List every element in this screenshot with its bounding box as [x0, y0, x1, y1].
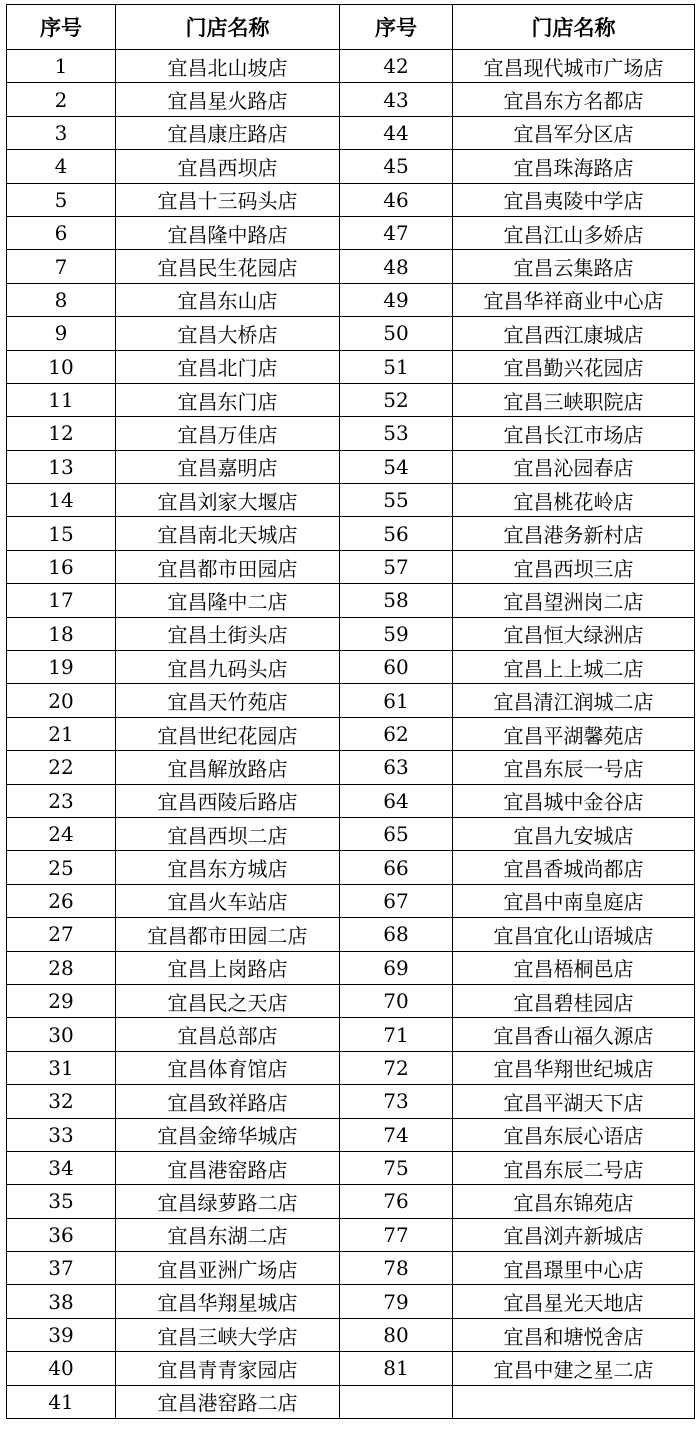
- store-name-cell: 宜昌星火路店: [116, 83, 340, 116]
- table-row: [7, 383, 695, 416]
- table-row: [7, 1385, 695, 1418]
- serial-number-cell: 75: [340, 1151, 453, 1184]
- serial-number-cell: 35: [7, 1185, 116, 1218]
- serial-number-cell: 3: [7, 116, 116, 149]
- store-name-cell: 宜昌民生花园店: [116, 250, 340, 283]
- serial-number-cell: 31: [7, 1051, 116, 1084]
- serial-number-cell: 38: [7, 1285, 116, 1318]
- store-name-cell: 宜昌上岗路店: [116, 951, 340, 984]
- store-name-cell: 宜昌大桥店: [116, 317, 340, 350]
- store-name-cell: 宜昌十三码头店: [116, 183, 340, 216]
- serial-number-cell: 45: [340, 150, 453, 183]
- store-name-cell: 宜昌金缔华城店: [116, 1118, 340, 1151]
- table-row: [7, 83, 695, 116]
- store-list-table: [6, 4, 695, 1419]
- store-name-cell: 宜昌望洲岗二店: [453, 584, 695, 617]
- table-row: [7, 918, 695, 951]
- serial-number-cell: 50: [340, 317, 453, 350]
- store-name-cell: 宜昌绿萝路二店: [116, 1185, 340, 1218]
- store-name-cell: 宜昌香城尚都店: [453, 851, 695, 884]
- table-row: [7, 250, 695, 283]
- table-row: [7, 651, 695, 684]
- serial-number-cell: 62: [340, 717, 453, 750]
- serial-number-cell: 55: [340, 484, 453, 517]
- store-name-cell: 宜昌九码头店: [116, 651, 340, 684]
- serial-number-cell: 14: [7, 484, 116, 517]
- store-name-cell: 宜昌隆中路店: [116, 216, 340, 249]
- store-name-cell: 宜昌城中金谷店: [453, 784, 695, 817]
- store-name-cell: 宜昌长江市场店: [453, 417, 695, 450]
- table-row: [7, 517, 695, 550]
- serial-number-cell: 78: [340, 1252, 453, 1285]
- store-name-cell: 宜昌土街头店: [116, 617, 340, 650]
- serial-number-cell: 73: [340, 1085, 453, 1118]
- table-row: [7, 1151, 695, 1184]
- serial-number-cell: 40: [7, 1352, 116, 1385]
- store-name-cell: 宜昌北门店: [116, 350, 340, 383]
- store-name-cell: 宜昌隆中二店: [116, 584, 340, 617]
- store-name-cell: 宜昌都市田园二店: [116, 918, 340, 951]
- table-row: [7, 684, 695, 717]
- store-name-cell: 宜昌火车站店: [116, 884, 340, 917]
- serial-number-cell: 54: [340, 450, 453, 483]
- store-name-cell: 宜昌中南皇庭店: [453, 884, 695, 917]
- table-row: [7, 183, 695, 216]
- table-row: [7, 50, 695, 83]
- table-row: [7, 984, 695, 1017]
- store-name-cell: 宜昌港窑路店: [116, 1151, 340, 1184]
- table-row: [7, 150, 695, 183]
- store-name-cell: 宜昌九安城店: [453, 817, 695, 850]
- store-name-cell: 宜昌碧桂园店: [453, 984, 695, 1017]
- serial-number-cell: 34: [7, 1151, 116, 1184]
- table-row: [7, 1051, 695, 1084]
- table-row: [7, 417, 695, 450]
- serial-number-cell: 7: [7, 250, 116, 283]
- store-name-cell: 宜昌东湖二店: [116, 1218, 340, 1251]
- store-name-cell: 宜昌中建之星二店: [453, 1352, 695, 1385]
- store-name-cell: 宜昌云集路店: [453, 250, 695, 283]
- serial-number-cell: 72: [340, 1051, 453, 1084]
- serial-number-cell: 48: [340, 250, 453, 283]
- store-name-cell: 宜昌华祥商业中心店: [453, 283, 695, 316]
- serial-number-cell: 16: [7, 550, 116, 583]
- serial-number-cell: 61: [340, 684, 453, 717]
- serial-number-cell: 46: [340, 183, 453, 216]
- table-row: [7, 951, 695, 984]
- store-name-cell: 宜昌东辰一号店: [453, 751, 695, 784]
- table-row: [7, 1252, 695, 1285]
- store-name-cell: 宜昌和塘悦舍店: [453, 1318, 695, 1351]
- table-row: [7, 784, 695, 817]
- serial-number-cell: 4: [7, 150, 116, 183]
- table-row: [7, 1185, 695, 1218]
- store-name-cell: 宜昌亚洲广场店: [116, 1252, 340, 1285]
- store-name-cell: 宜昌三峡大学店: [116, 1318, 340, 1351]
- store-name-cell: [453, 1385, 695, 1418]
- table-row: [7, 751, 695, 784]
- store-name-cell: 宜昌夷陵中学店: [453, 183, 695, 216]
- serial-number-cell: 2: [7, 83, 116, 116]
- store-name-cell: 宜昌东方名都店: [453, 83, 695, 116]
- store-name-cell: 宜昌西坝二店: [116, 817, 340, 850]
- serial-number-cell: 33: [7, 1118, 116, 1151]
- serial-number-cell: 42: [340, 50, 453, 83]
- serial-number-cell: 47: [340, 216, 453, 249]
- table-row: [7, 717, 695, 750]
- serial-number-cell: 12: [7, 417, 116, 450]
- serial-number-cell: 66: [340, 851, 453, 884]
- table-row: [7, 884, 695, 917]
- serial-number-cell: 27: [7, 918, 116, 951]
- table-row: [7, 617, 695, 650]
- store-name-cell: 宜昌东辰心语店: [453, 1118, 695, 1151]
- store-name-cell: 宜昌康庄路店: [116, 116, 340, 149]
- table-row: [7, 1352, 695, 1385]
- serial-number-cell: 70: [340, 984, 453, 1017]
- serial-number-cell: 22: [7, 751, 116, 784]
- table-row: [7, 283, 695, 316]
- header-row: [7, 5, 695, 50]
- serial-number-cell: 20: [7, 684, 116, 717]
- store-name-cell: 宜昌珠海路店: [453, 150, 695, 183]
- store-name-cell: 宜昌东山店: [116, 283, 340, 316]
- serial-number-cell: 6: [7, 216, 116, 249]
- header-store-name-right: 门店名称: [453, 5, 695, 50]
- serial-number-cell: 56: [340, 517, 453, 550]
- store-name-cell: 宜昌西陵后路店: [116, 784, 340, 817]
- table-row: [7, 1118, 695, 1151]
- serial-number-cell: 67: [340, 884, 453, 917]
- table-row: [7, 550, 695, 583]
- serial-number-cell: 71: [340, 1018, 453, 1051]
- store-name-cell: 宜昌北山坡店: [116, 50, 340, 83]
- store-name-cell: 宜昌东锦苑店: [453, 1185, 695, 1218]
- serial-number-cell: 77: [340, 1218, 453, 1251]
- serial-number-cell: 60: [340, 651, 453, 684]
- serial-number-cell: 11: [7, 383, 116, 416]
- table-row: [7, 1318, 695, 1351]
- serial-number-cell: 65: [340, 817, 453, 850]
- store-name-cell: 宜昌华翔世纪城店: [453, 1051, 695, 1084]
- store-name-cell: 宜昌平湖天下店: [453, 1085, 695, 1118]
- table-row: [7, 1085, 695, 1118]
- serial-number-cell: 1: [7, 50, 116, 83]
- store-name-cell: 宜昌香山福久源店: [453, 1018, 695, 1051]
- table-row: [7, 584, 695, 617]
- serial-number-cell: 28: [7, 951, 116, 984]
- serial-number-cell: 51: [340, 350, 453, 383]
- serial-number-cell: 25: [7, 851, 116, 884]
- serial-number-cell: 53: [340, 417, 453, 450]
- store-name-cell: 宜昌江山多娇店: [453, 216, 695, 249]
- store-name-cell: 宜昌都市田园店: [116, 550, 340, 583]
- store-name-cell: 宜昌璟里中心店: [453, 1252, 695, 1285]
- store-name-cell: 宜昌勤兴花园店: [453, 350, 695, 383]
- serial-number-cell: 64: [340, 784, 453, 817]
- table-row: [7, 1218, 695, 1251]
- store-name-cell: 宜昌青青家园店: [116, 1352, 340, 1385]
- table-row: [7, 1018, 695, 1051]
- serial-number-cell: 23: [7, 784, 116, 817]
- serial-number-cell: 43: [340, 83, 453, 116]
- store-name-cell: 宜昌致祥路店: [116, 1085, 340, 1118]
- serial-number-cell: 19: [7, 651, 116, 684]
- serial-number-cell: 13: [7, 450, 116, 483]
- serial-number-cell: 69: [340, 951, 453, 984]
- store-name-cell: 宜昌西坝店: [116, 150, 340, 183]
- store-name-cell: 宜昌西坝三店: [453, 550, 695, 583]
- store-name-cell: 宜昌清江润城二店: [453, 684, 695, 717]
- store-name-cell: 宜昌南北天城店: [116, 517, 340, 550]
- table-row: [7, 1285, 695, 1318]
- table-row: [7, 851, 695, 884]
- table-body: [7, 50, 695, 1419]
- store-name-cell: 宜昌东方城店: [116, 851, 340, 884]
- serial-number-cell: 81: [340, 1352, 453, 1385]
- store-name-cell: 宜昌体育馆店: [116, 1051, 340, 1084]
- store-name-cell: 宜昌军分区店: [453, 116, 695, 149]
- store-name-cell: 宜昌港务新村店: [453, 517, 695, 550]
- serial-number-cell: 39: [7, 1318, 116, 1351]
- serial-number-cell: 80: [340, 1318, 453, 1351]
- serial-number-cell: 24: [7, 817, 116, 850]
- serial-number-cell: 15: [7, 517, 116, 550]
- serial-number-cell: 21: [7, 717, 116, 750]
- serial-number-cell: 76: [340, 1185, 453, 1218]
- serial-number-cell: 18: [7, 617, 116, 650]
- store-name-cell: 宜昌桃花岭店: [453, 484, 695, 517]
- serial-number-cell: 79: [340, 1285, 453, 1318]
- store-name-cell: 宜昌嘉明店: [116, 450, 340, 483]
- table-row: [7, 350, 695, 383]
- serial-number-cell: 5: [7, 183, 116, 216]
- store-name-cell: 宜昌三峡职院店: [453, 383, 695, 416]
- serial-number-cell: 63: [340, 751, 453, 784]
- store-name-cell: 宜昌刘家大堰店: [116, 484, 340, 517]
- store-name-cell: 宜昌港窑路二店: [116, 1385, 340, 1418]
- serial-number-cell: 52: [340, 383, 453, 416]
- serial-number-cell: 36: [7, 1218, 116, 1251]
- serial-number-cell: 41: [7, 1385, 116, 1418]
- header-store-name-left: 门店名称: [116, 5, 340, 50]
- store-name-cell: 宜昌总部店: [116, 1018, 340, 1051]
- store-name-cell: 宜昌万佳店: [116, 417, 340, 450]
- store-name-cell: 宜昌上上城二店: [453, 651, 695, 684]
- serial-number-cell: 10: [7, 350, 116, 383]
- table-row: [7, 484, 695, 517]
- store-name-cell: 宜昌现代城市广场店: [453, 50, 695, 83]
- serial-number-cell: 30: [7, 1018, 116, 1051]
- store-name-cell: 宜昌西江康城店: [453, 317, 695, 350]
- store-name-cell: 宜昌华翔星城店: [116, 1285, 340, 1318]
- serial-number-cell: 32: [7, 1085, 116, 1118]
- serial-number-cell: 26: [7, 884, 116, 917]
- store-name-cell: 宜昌世纪花园店: [116, 717, 340, 750]
- store-name-cell: 宜昌星光天地店: [453, 1285, 695, 1318]
- store-name-cell: 宜昌解放路店: [116, 751, 340, 784]
- serial-number-cell: 59: [340, 617, 453, 650]
- serial-number-cell: 74: [340, 1118, 453, 1151]
- serial-number-cell: 9: [7, 317, 116, 350]
- table-row: [7, 317, 695, 350]
- serial-number-cell: 57: [340, 550, 453, 583]
- store-name-cell: 宜昌民之天店: [116, 984, 340, 1017]
- table-row: [7, 216, 695, 249]
- store-name-cell: 宜昌东辰二号店: [453, 1151, 695, 1184]
- serial-number-cell: 44: [340, 116, 453, 149]
- serial-number-cell: 8: [7, 283, 116, 316]
- store-name-cell: 宜昌浏卉新城店: [453, 1218, 695, 1251]
- serial-number-cell: 37: [7, 1252, 116, 1285]
- header-serial-number-left: 序号: [7, 5, 116, 50]
- store-name-cell: 宜昌东门店: [116, 383, 340, 416]
- serial-number-cell: 58: [340, 584, 453, 617]
- store-name-cell: 宜昌宜化山语城店: [453, 918, 695, 951]
- store-name-cell: 宜昌梧桐邑店: [453, 951, 695, 984]
- serial-number-cell: 17: [7, 584, 116, 617]
- table-row: [7, 817, 695, 850]
- store-name-cell: 宜昌天竹苑店: [116, 684, 340, 717]
- store-name-cell: 宜昌沁园春店: [453, 450, 695, 483]
- store-name-cell: 宜昌平湖馨苑店: [453, 717, 695, 750]
- header-serial-number-right: 序号: [340, 5, 453, 50]
- serial-number-cell: 68: [340, 918, 453, 951]
- store-name-cell: 宜昌恒大绿洲店: [453, 617, 695, 650]
- table-row: [7, 450, 695, 483]
- serial-number-cell: 29: [7, 984, 116, 1017]
- serial-number-cell: 49: [340, 283, 453, 316]
- serial-number-cell: [340, 1385, 453, 1418]
- table-row: [7, 116, 695, 149]
